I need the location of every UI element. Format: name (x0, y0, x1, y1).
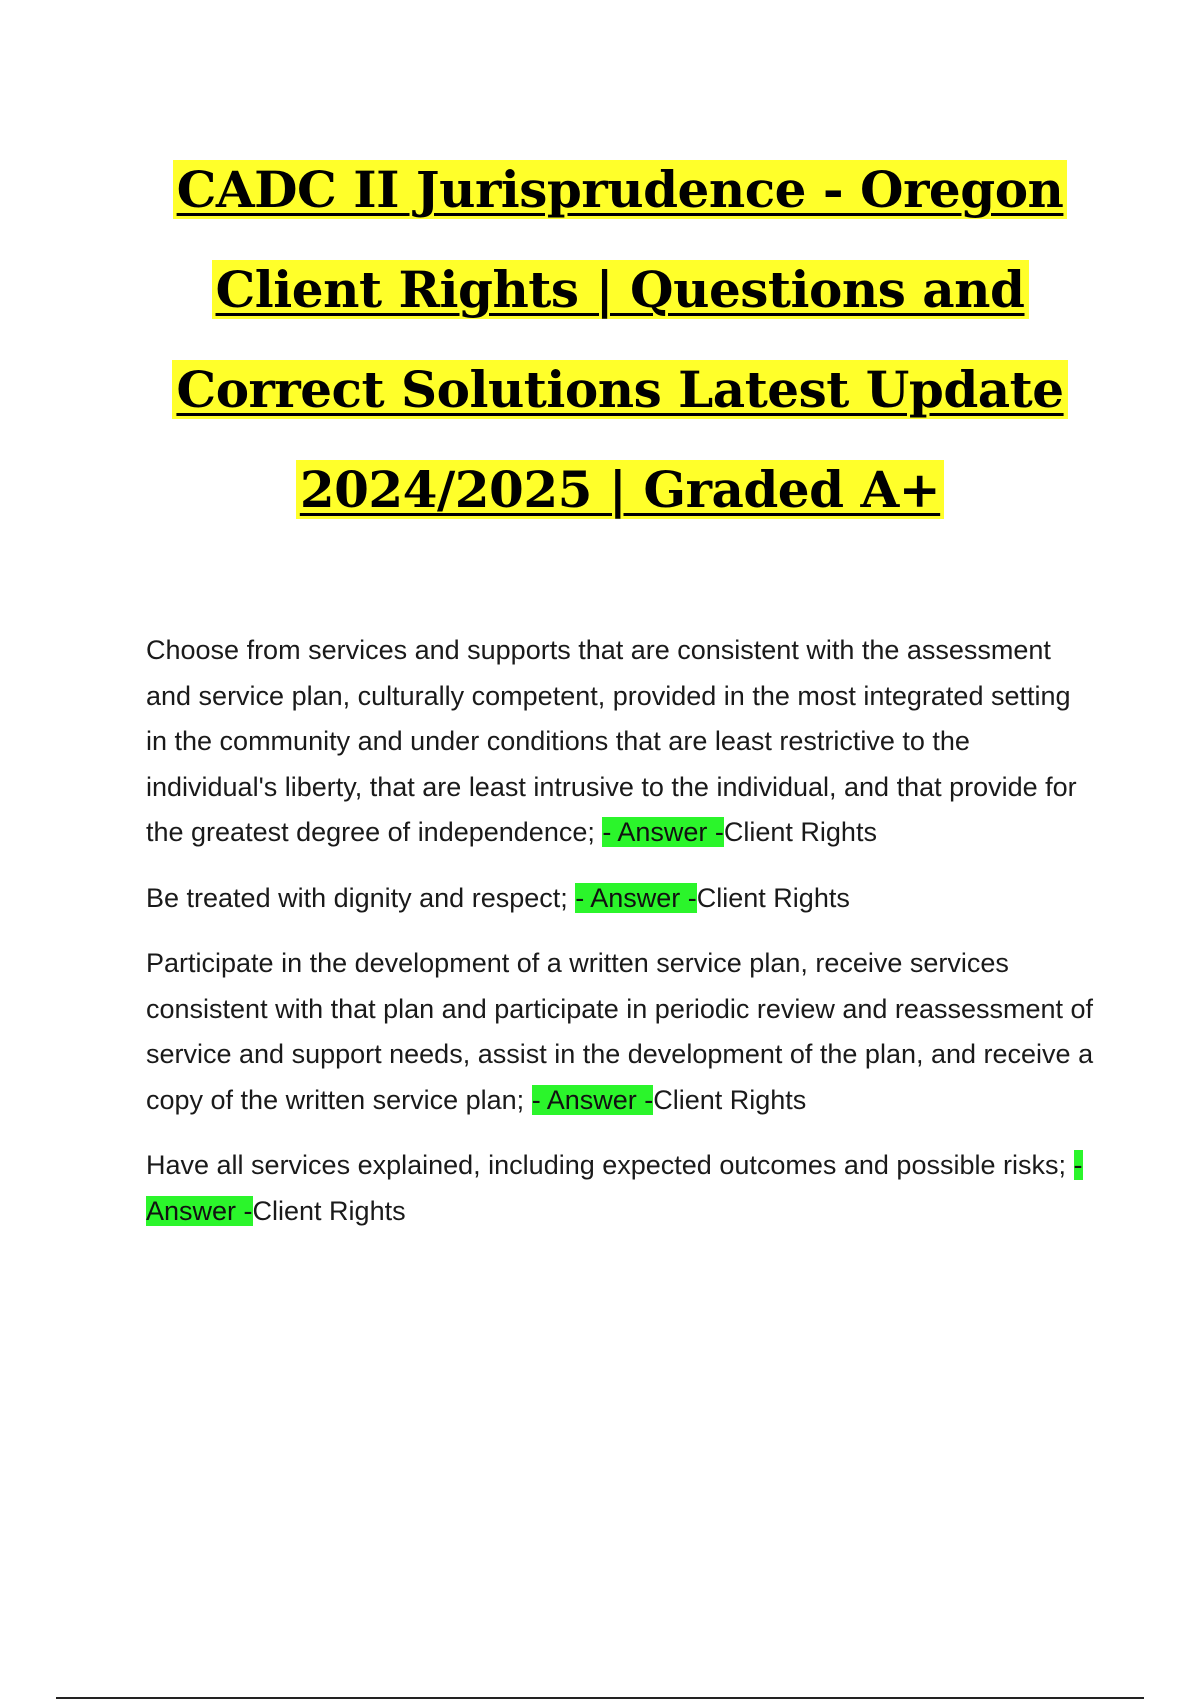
answer-text: Client Rights (653, 1084, 807, 1115)
title-line (100, 140, 1140, 240)
qa-item (146, 1143, 1096, 1234)
qa-item (146, 628, 1096, 856)
question-text: Have all services explained, including expected outcomes and possible risks; (146, 1150, 1074, 1180)
title-line (100, 240, 1140, 340)
qa-list (146, 628, 1096, 1254)
question-text: Be treated with dignity and respect; (146, 882, 576, 913)
answer-tag: - Answer - (531, 1084, 654, 1115)
qa-item (146, 876, 1096, 922)
question-text: Choose from services and supports that are consistent with the assessment and service plan, culturally competent, provided in the most integrated setting in the community and under conditions that are least restrictive to the individual's liberty, that are least intrusive to the individual, and that provide for the greatest degree of independence; (146, 635, 1077, 847)
answer-tag: - Answer - (146, 1150, 1083, 1226)
answer-tag: - Answer - (602, 817, 724, 847)
answer-text: Client Rights (723, 817, 877, 847)
answer-tag: - Answer - (575, 882, 697, 913)
qa-item (146, 941, 1096, 1123)
answer-text: Client Rights (696, 882, 850, 913)
answer-text: Client Rights (252, 1195, 406, 1226)
page-bottom-rule (56, 1697, 1144, 1699)
title-line-text: Client Rights | Questions and (212, 260, 1029, 319)
question-text: Participate in the development of a written service plan, receive services consistent with that plan and participate in periodic review and reassessment of service and support needs, assist in the development of the plan, and receive a copy of the written service plan; (146, 948, 1094, 1115)
title-line (100, 340, 1140, 440)
document-title (100, 140, 1140, 540)
title-line-text: 2024/2025 | Graded A+ (296, 460, 944, 519)
title-line-text: Correct Solutions Latest Update (172, 360, 1067, 419)
title-line (100, 440, 1140, 540)
title-line-text: CADC II Jurisprudence - Oregon (173, 160, 1068, 219)
